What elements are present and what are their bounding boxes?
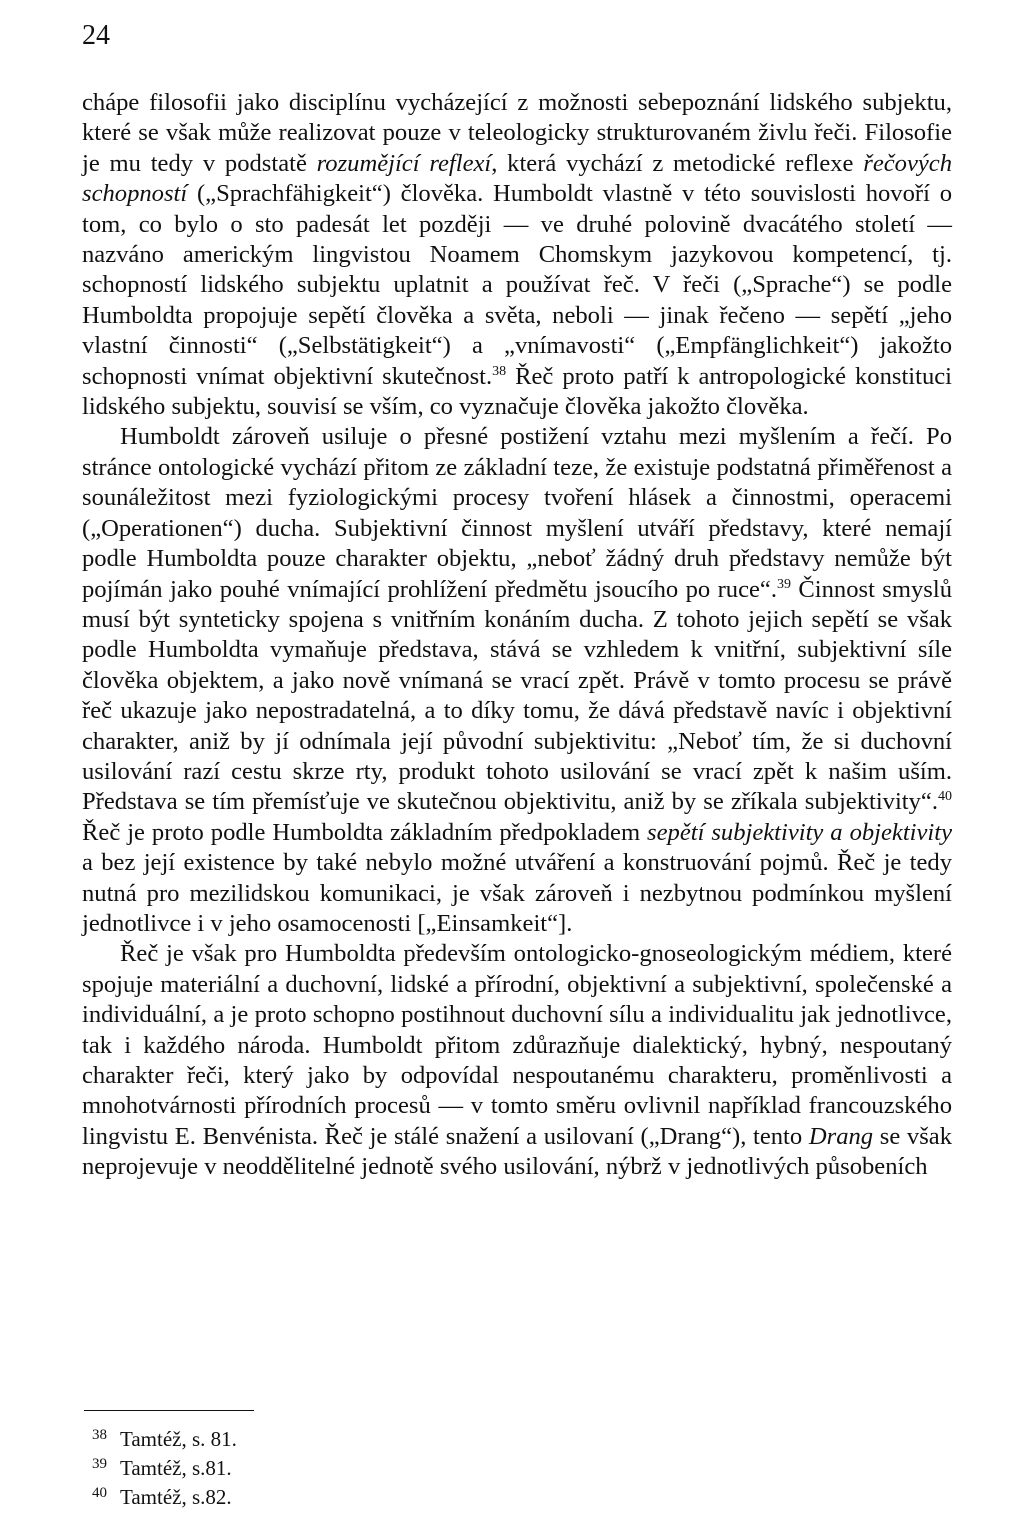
footnote-divider <box>84 1410 254 1411</box>
paragraph <box>82 88 952 422</box>
body-text <box>82 88 952 1183</box>
footnotes <box>92 1425 237 1512</box>
text-run: a bez její existence by také nebylo možné utváření a konstruování pojmů. Řeč je tedy nutná pro mezilidskou komunikaci, je však zároveň i nezbytnou podmínkou myšlení jednotlivce i v jeho osamocenosti [„Einsamkeit“]. <box>82 849 952 937</box>
text-run: se však neprojevuje v neoddělitelné jednotě svého usilování, nýbrž v jednotlivých působeních <box>82 1122 952 1181</box>
footnote: 40 Tamtéž, s.82. <box>92 1485 232 1509</box>
footnote-ref: 39 <box>776 576 791 592</box>
text-run: , která vychází z metodické reflexe <box>491 149 864 177</box>
text-run: chápe filosofii jako disciplínu vycházející z možnosti sebepoznání lidského subjektu, které se však může realizovat pouze v teleologicky strukturovaném živlu řeči. Filosofie je mu tedy v podstatě <box>82 89 952 177</box>
italic-text: Drang <box>808 1122 874 1150</box>
footnote-text: Tamtéž, s.81. <box>120 1456 232 1480</box>
text-run: Řeč je proto podle Humboldta základním předpokladem <box>82 818 648 846</box>
footnote: 39 Tamtéž, s.81. <box>92 1456 232 1480</box>
footnote-text: Tamtéž, s.82. <box>120 1485 232 1509</box>
footnote-ref: 40 <box>938 789 952 805</box>
text-run: Řeč proto patří k antropologické konstituci lidského subjektu, souvisí se vším, co vyznačuje člověka jakožto člověka. <box>82 362 952 421</box>
text-run: („Sprachfähigkeit“) člověka. Humboldt vlastně v této souvislosti hovoří o tom, co bylo o sto padesát let později — ve druhé polovině dvacátého století — nazváno americkým lingvistou Noamem Chomskym jazykovou kompetencí, tj. schopností lidského subjektu uplatnit a používat řeč. V řeči („Sprache“) se podle Humboldta propojuje sepětí člověka a světa, neboli — jinak řečeno — sepětí „jeho vlastní činnosti“ („Selbstätigkeit“) a „vnímavosti“ („Empfänglichkeit“) jakožto schopnosti vnímat objektivní skutečnost. <box>82 180 952 390</box>
footnote-ref: 38 <box>492 363 507 379</box>
paragraph <box>82 939 952 1182</box>
text-run: Činnost smyslů musí být synteticky spojena s vnitřním konáním ducha. Z tohoto jejich sepětí se však podle Humboldta vymaňuje představa, stává se vzhledem k vnitřní, subjektivní síle člověka objektem, a jako nově vnímaná se vrací zpět. Právě v tomto procesu se právě řeč ukazuje jako nepostradatelná, a to díky tomu, že dává představě navíc i objektivní charakter, aniž by jí odnímala její původní subjektivitu: „Neboť tím, že si duchovní usilování razí cestu skrze rty, produkt tohoto usilování se vrací zpět k našim uším. Představa se tím přemísťuje ve skutečnou objektivitu, aniž by se zříkala subjektivity“. <box>82 575 952 816</box>
footnote-text: Tamtéž, s. 81. <box>120 1427 237 1451</box>
text-run: Řeč je však pro Humboldta především ontologicko-gnoseologickým médiem, které spojuje materiální a duchovní, lidské a přírodní, objektivní a subjektivní, společenské a individuální, a je proto schopno postihnout duchovní sílu a individualitu jak jednotlivce, tak i každého národa. Humboldt přitom zdůrazňuje dialektický, hybný, nespoutaný charakter řeči, který jako by odpovídal nespoutanému charakteru, proměnlivosti a mnohotvárnosti přírodních procesů — v tomto směru ovlivnil například francouzského lingvistu E. Benvénista. Řeč je stálé snažení a usilovaní („Drang“), tento <box>82 940 952 1150</box>
footnote: 38 Tamtéž, s. 81. <box>92 1427 237 1451</box>
text-run: Humboldt zároveň usiluje o přesné postižení vztahu mezi myšlením a řečí. Po stránce ontologické vychází přitom ze základní teze, že existuje podstatná přiměřenost a sounáležitost mezi fyziologickými procesy tvoření hlásek a činnostmi, operacemi („Operationen“) ducha. Subjektivní činnost myšlení utváří představy, které nemají podle Humboldta pouze charakter objektu, „neboť žádný druh představy nemůže být pojímán jako pouhé vnímající prohlížení předmětu jsoucího po ruce“. <box>82 423 952 603</box>
page-number: 24 <box>82 20 110 51</box>
italic-text: rozumějící reflexí <box>316 149 492 177</box>
italic-text: sepětí subjektivity a objektivity <box>647 818 952 846</box>
italic-text: řečových schopností <box>82 149 952 208</box>
paragraph <box>82 422 952 939</box>
